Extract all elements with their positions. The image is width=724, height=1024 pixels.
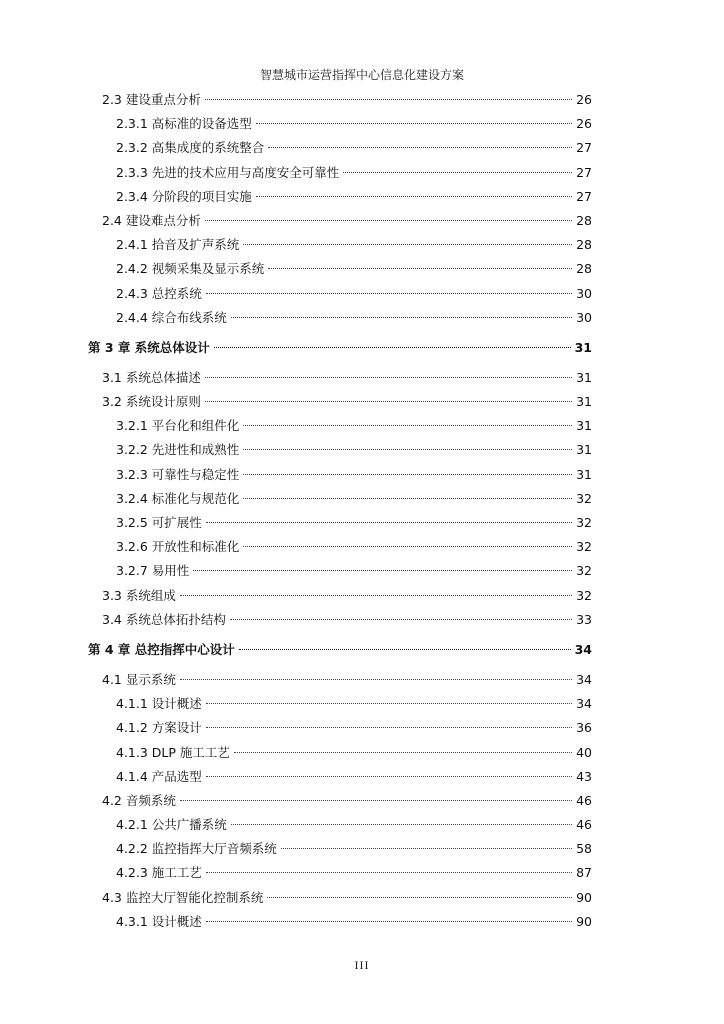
toc-entry-page: 46 [576,817,592,833]
toc-entry-label: 3.2.7 易用性 [116,563,190,579]
toc-entry-label: 3.2.2 先进性和成熟性 [116,442,240,458]
toc-entry[interactable] [88,366,592,390]
toc-entry-label: 第 3 章 系统总体设计 [88,339,210,355]
dot-leader [243,546,572,547]
toc-entry-label: 2.3.1 高标准的设备选型 [116,116,252,132]
toc-entry-page: 31 [576,394,592,410]
toc-entry-page: 32 [576,539,592,555]
toc-entry-page: 30 [576,285,592,301]
dot-leader [243,474,572,475]
toc-entry-page: 28 [576,212,592,228]
toc-entry[interactable] [88,813,592,837]
toc-entry[interactable] [88,910,592,934]
toc-entry-label: 2.3.3 先进的技术应用与高度安全可靠性 [116,164,340,180]
toc-entry[interactable] [88,233,592,257]
dot-leader [268,268,572,269]
toc-entry[interactable] [88,463,592,487]
toc-entry-label: 3.2.1 平台化和组件化 [116,418,240,434]
toc-entry[interactable] [88,584,592,608]
toc-entry-label: 2.3 建设重点分析 [102,92,201,107]
toc-entry-label: 4.3.1 设计概述 [116,913,202,929]
dot-leader [180,679,572,680]
toc-entry-label: 4.2.3 施工工艺 [116,865,202,881]
toc-entry-page: 31 [576,418,592,434]
toc-entry-label: 4.1.3 DLP 施工工艺 [116,744,230,760]
toc-entry-page: 32 [576,563,592,579]
toc-chapter-entry[interactable] [88,635,592,665]
toc-entry-page: 34 [576,696,592,712]
toc-entry-page: 31 [576,442,592,458]
toc-entry[interactable] [88,535,592,559]
dot-leader [180,800,572,801]
toc-entry-page: 28 [576,237,592,253]
toc-entry[interactable] [88,282,592,306]
toc-entry[interactable] [88,861,592,885]
toc-entry-page: 32 [576,515,592,530]
toc-entry-label: 2.4.2 视频采集及显示系统 [116,261,265,277]
toc-entry[interactable] [88,136,592,160]
toc-entry[interactable] [88,837,592,861]
toc-entry[interactable] [88,886,592,910]
dot-leader [243,498,572,499]
toc-entry-page: 26 [576,116,592,132]
toc-entry-label: 第 4 章 总控指挥中心设计 [88,641,235,657]
toc-entry[interactable] [88,161,592,185]
dot-leader [206,776,572,777]
toc-entry-page: 28 [576,261,592,277]
toc-entry-label: 4.1.4 产品选型 [116,768,202,784]
toc-entry-label: 4.1.1 设计概述 [116,696,202,712]
toc-entry-label: 2.4.4 综合布线系统 [116,309,227,325]
page-header: 智慧城市运营指挥中心信息化建设方案 [259,68,464,82]
toc-entry-label: 3.2.4 标准化与规范化 [116,490,240,506]
toc-entry[interactable] [88,716,592,740]
toc-entry-label: 2.3.4 分阶段的项目实施 [116,188,252,204]
toc-entry-page: 31 [576,466,592,482]
dot-leader [193,570,572,571]
toc-entry-page: 46 [576,792,592,808]
dot-leader [268,147,572,148]
toc-entry-page: 87 [576,865,592,881]
toc-entry-page: 90 [576,913,592,929]
dot-leader [206,872,572,873]
dot-leader [239,649,571,650]
toc-entry-page: 31 [574,339,592,355]
dot-leader [180,595,572,596]
toc-entry-label: 2.4.1 拾音及扩声系统 [116,237,240,253]
toc-entry-label: 4.1.2 方案设计 [116,720,202,736]
dot-leader [243,425,572,426]
toc-entry-label: 4.1 显示系统 [102,671,176,687]
dot-leader [281,848,572,849]
dot-leader [243,449,572,450]
table-of-contents [88,88,592,934]
toc-entry[interactable] [88,511,592,535]
dot-leader [214,347,571,348]
dot-leader [206,522,572,523]
toc-entry-label: 3.2 系统设计原则 [102,394,201,410]
toc-entry-label: 3.3 系统组成 [102,587,176,603]
dot-leader [205,377,572,378]
toc-entry-label: 2.4 建设难点分析 [102,212,201,228]
toc-entry-page: 31 [576,369,592,385]
dot-leader [256,123,572,124]
toc-entry-page: 36 [576,720,592,736]
toc-entry-label: 4.2 音频系统 [102,792,176,808]
toc-entry-label: 3.1 系统总体描述 [102,369,201,385]
toc-entry-label: 3.2.5 可扩展性 [116,515,202,530]
toc-entry-page: 30 [576,309,592,325]
dot-leader [343,172,572,173]
toc-entry[interactable] [88,692,592,716]
toc-entry[interactable] [88,414,592,438]
toc-entry-label: 3.2.3 可靠性与稳定性 [116,466,240,482]
toc-entry[interactable] [88,390,592,414]
toc-entry[interactable] [88,765,592,789]
toc-entry-label: 3.2.6 开放性和标准化 [116,539,240,555]
toc-entry[interactable] [88,209,592,233]
toc-entry[interactable] [88,668,592,692]
toc-entry-page: 90 [576,889,592,905]
dot-leader [256,196,572,197]
dot-leader [206,921,572,922]
toc-entry[interactable] [88,185,592,209]
toc-entry[interactable] [88,789,592,813]
dot-leader [205,99,572,100]
toc-entry-page: 32 [576,587,592,603]
toc-entry-page: 33 [576,611,592,627]
toc-entry-page: 43 [576,768,592,784]
dot-leader [243,244,572,245]
dot-leader [205,220,572,221]
toc-entry-label: 2.4.3 总控系统 [116,285,202,301]
toc-entry[interactable] [88,608,592,632]
toc-entry-page: 26 [576,92,592,107]
dot-leader [206,703,572,704]
toc-chapter-entry[interactable] [88,333,592,363]
toc-entry[interactable] [88,487,592,511]
toc-entry-page: 40 [576,744,592,760]
dot-leader [267,897,572,898]
toc-entry[interactable] [88,112,592,136]
dot-leader [205,401,572,402]
toc-entry-label: 4.3 监控大厅智能化控制系统 [102,889,264,905]
dot-leader [206,293,572,294]
toc-entry[interactable] [88,741,592,765]
toc-entry-label: 4.2.1 公共广播系统 [116,817,227,833]
toc-entry-page: 58 [576,841,592,857]
toc-entry-page: 34 [576,671,592,687]
toc-entry-page: 27 [576,164,592,180]
toc-entry-label: 3.4 系统总体拓扑结构 [102,611,226,627]
toc-entry-page: 34 [574,641,592,657]
toc-entry-label: 4.2.2 监控指挥大厅音频系统 [116,841,277,857]
toc-entry[interactable] [88,306,592,330]
toc-entry-page: 32 [576,490,592,506]
toc-entry[interactable] [88,438,592,462]
dot-leader [230,619,572,620]
toc-entry[interactable] [88,88,592,112]
dot-leader [206,727,572,728]
toc-entry-page: 27 [576,140,592,156]
toc-entry-label: 2.3.2 高集成度的系统整合 [116,140,265,156]
page-number: III [354,958,370,972]
dot-leader [231,317,572,318]
dot-leader [231,824,572,825]
toc-entry-page: 27 [576,188,592,204]
toc-entry[interactable] [88,257,592,281]
dot-leader [234,752,572,753]
toc-entry[interactable] [88,559,592,583]
